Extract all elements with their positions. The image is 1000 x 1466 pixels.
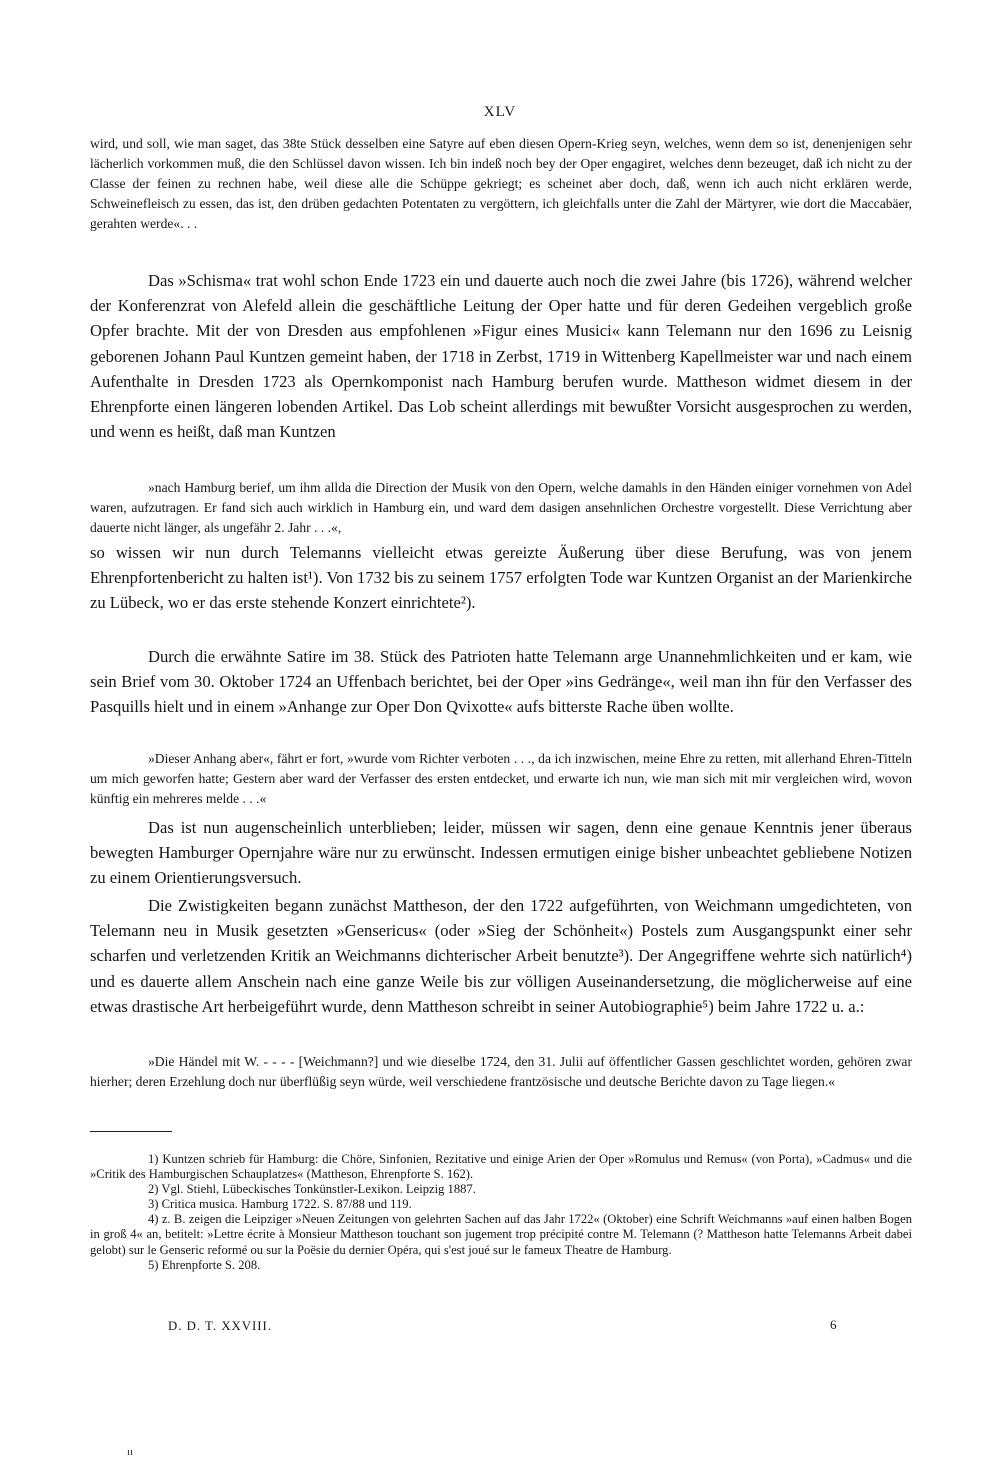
paragraph-3 [90,644,912,720]
footer-sheet-number: 6 [830,1317,837,1332]
quote-4-text: »Die Händel mit W. - - - - [Weichmann?] und wie dieselbe 1724, den 31. Julii auf öffentlicher Gassen geschlichtet worden, gehören zwar hierher; deren Erzehlung doch nur überflüßig seyn würde, weil verschiedene frantzösische und deutsche Berichte davon zu Tage liegen.« [90,1054,912,1089]
quote-4 [90,1052,912,1092]
intro-quote [90,134,912,234]
paragraph-4-text: Das ist nun augenscheinlich unterblieben; leider, müssen wir sagen, denn eine genaue Kenntnis jener überaus bewegten Hamburger Opernjahre wäre nur zu erwünscht. Indessen ermutigen einige bisher unbeachtet gebliebene Notizen zu einem Orientierungsversuch. [90,818,912,888]
paragraph-4 [90,815,912,891]
footnote-divider [90,1131,172,1132]
footnotes [90,1152,912,1273]
page-header-roman-numeral: XLV [483,104,517,120]
quote-2 [90,478,912,538]
quote-2-text: »nach Hamburg berief, um ihm allda die Direction der Musik von den Opern, welche damahls in den Händen einiger vornehmen von Adel waren, aufzutragen. Er fand sich auch wirklich in Hamburg ein, und ward dem dasigen ansehnlichen Orchestre vorgestellt. Diese Verrichtung aber dauerte nicht länger, als ungefähr 2. Jahr . . .«, [90,480,912,535]
footnote-2: 2) Vgl. Stiehl, Lübeckisches Tonkünstler-Lexikon. Leipzig 1887. [148,1182,476,1197]
footnote-5: 5) Ehrenpforte S. 208. [148,1257,261,1272]
intro-quote-text: wird, und soll, wie man saget, das 38te Stück desselben eine Satyre auf eben diesen Opern-Krieg seyn, welches, wenn dem so ist, denenjenigen sehr lächerlich vorkommen muß, die den Schlüssel davon wissen. Ich bin indeß noch bey der Oper engagiret, welches denn bezeuget, daß ich nicht zu der Classe der feinen zu rechnen habe, weil diese alle die Schüppe gekriegt; es scheinet aber doch, daß, wenn ich auch nicht erklären werde, Schweinefleisch zu essen, das ist, den drüben gedachten Potentaten zu vergöttern, ich gleichfalls unter die Zahl der Märtyrer, wie dort die Maccabäer, gerahten werde«. . . [90,136,912,231]
paragraph-1-text: Das »Schisma« trat wohl schon Ende 1723 ein und dauerte auch noch die zwei Jahre (bis 1726), während welcher der Konferenzrat von Alefeld allein die geschäftliche Leitung der Oper hatte und für deren Gedeihen vergeblich große Opfer brachte. Mit der von Dresden aus empfohlenen »Figur eines Musici« kann Telemann nur den 1696 zu Leisnig geborenen Johann Paul Kuntzen gemeint haben, der 1718 in Zerbst, 1719 in Wittenberg Kapellmeister war und nach einem Aufenthalte in Dresden 1723 als Opernkomponist nach Hamburg berufen wurde. Mattheson widmet diesem in der Ehrenpforte einen längeren lobenden Artikel. Das Lob scheint allerdings mit bewußter Vorsicht ausgesprochen zu werden, und wenn es heißt, daß man Kuntzen [90,271,912,442]
paragraph-3-text: Durch die erwähnte Satire im 38. Stück des Patrioten hatte Telemann arge Unannehmlichkeiten und er kam, wie sein Brief vom 30. Oktober 1724 an Uffenbach berichtet, bei der Oper »ins Gedränge«, weil man ihn für den Verfasser des Pasquills hielt und in einem »Anhange zur Oper Don Qvixotte« aufs bitterste Rache üben wollte. [90,647,912,717]
corner-scan-mark: ıı [127,1446,134,1458]
paragraph-5-text: Die Zwistigkeiten begann zunächst Mattheson, der den 1722 aufgeführten, von Weichmann umgedichteten, von Telemann neu in Musik gesetzten »Gensericus« (oder »Sieg der Schönheit«) Postels zum Ausgangspunkt einer sehr scharfen und verletzenden Kritik an Weichmanns dichterischer Arbeit benutzte³). Der Angegriffene wehrte sich natürlich⁴) und es dauerte allem Anschein nach eine ganze Weile bis zur völligen Auseinandersetzung, die möglicherweise auf eine etwas drastische Art herbeigeführt wurde, denn Mattheson schreibt in seiner Autobiographie⁵) beim Jahre 1722 u. a.: [90,896,912,1016]
footnote-1: 1) Kuntzen schrieb für Hamburg: die Chöre, Sinfonien, Rezitative und einige Arien der Oper »Romulus und Remus« (von Porta), »Cadmus« und die »Critik des Hamburgischen Schauplatzes« (Mattheson, Ehrenpforte S. 162). [90,1152,912,1182]
quote-3 [90,749,912,809]
quote-3-text: »Dieser Anhang aber«, fährt er fort, »wurde vom Richter verboten . . ., da ich inzwischen, meine Ehre zu retten, mit allerhand Ehren-Titteln um mich geworfen hatte; Gestern aber ward der Verfasser des ersten entdecket, und erwarte ich nun, wie man sich mit mir vergleichen wird, wovon künftig ein mehreres melde . . .« [90,751,912,806]
footnote-4: 4) z. B. zeigen die Leipziger »Neuen Zeitungen von gelehrten Sachen auf das Jahr 1722« (Oktober) eine Schrift Weichmanns »auf einen halben Bogen in groß 4« an, betitelt: »Lettre écrite à Monsieur Mattheson touchant son jugement trop précipité contre M. Telemann (? Mattheson hatte Telemanns Arbeit dabei gelobt) sur le Genseric reformé ou sur la Poësie du dernier Opéra, qui s'est joué sur le fameux Theatre de Hamburg. [90,1212,912,1257]
footnote-3: 3) Critica musica. Hamburg 1722. S. 87/88 und 119. [148,1197,412,1212]
footer-volume-signature: D. D. T. XXVIII. [168,1319,273,1333]
paragraph-1 [90,268,912,444]
paragraph-5 [90,893,912,1019]
paragraph-2-text: so wissen wir nun durch Telemanns vielleicht etwas gereizte Äußerung über diese Berufung, was von jenem Ehrenpfortenbericht zu halten ist¹). Von 1732 bis zu seinem 1757 erfolgten Tode war Kuntzen Organist an der Marienkirche zu Lübeck, wo er das erste stehende Konzert einrichtete²). [90,543,912,613]
paragraph-2 [90,540,912,616]
